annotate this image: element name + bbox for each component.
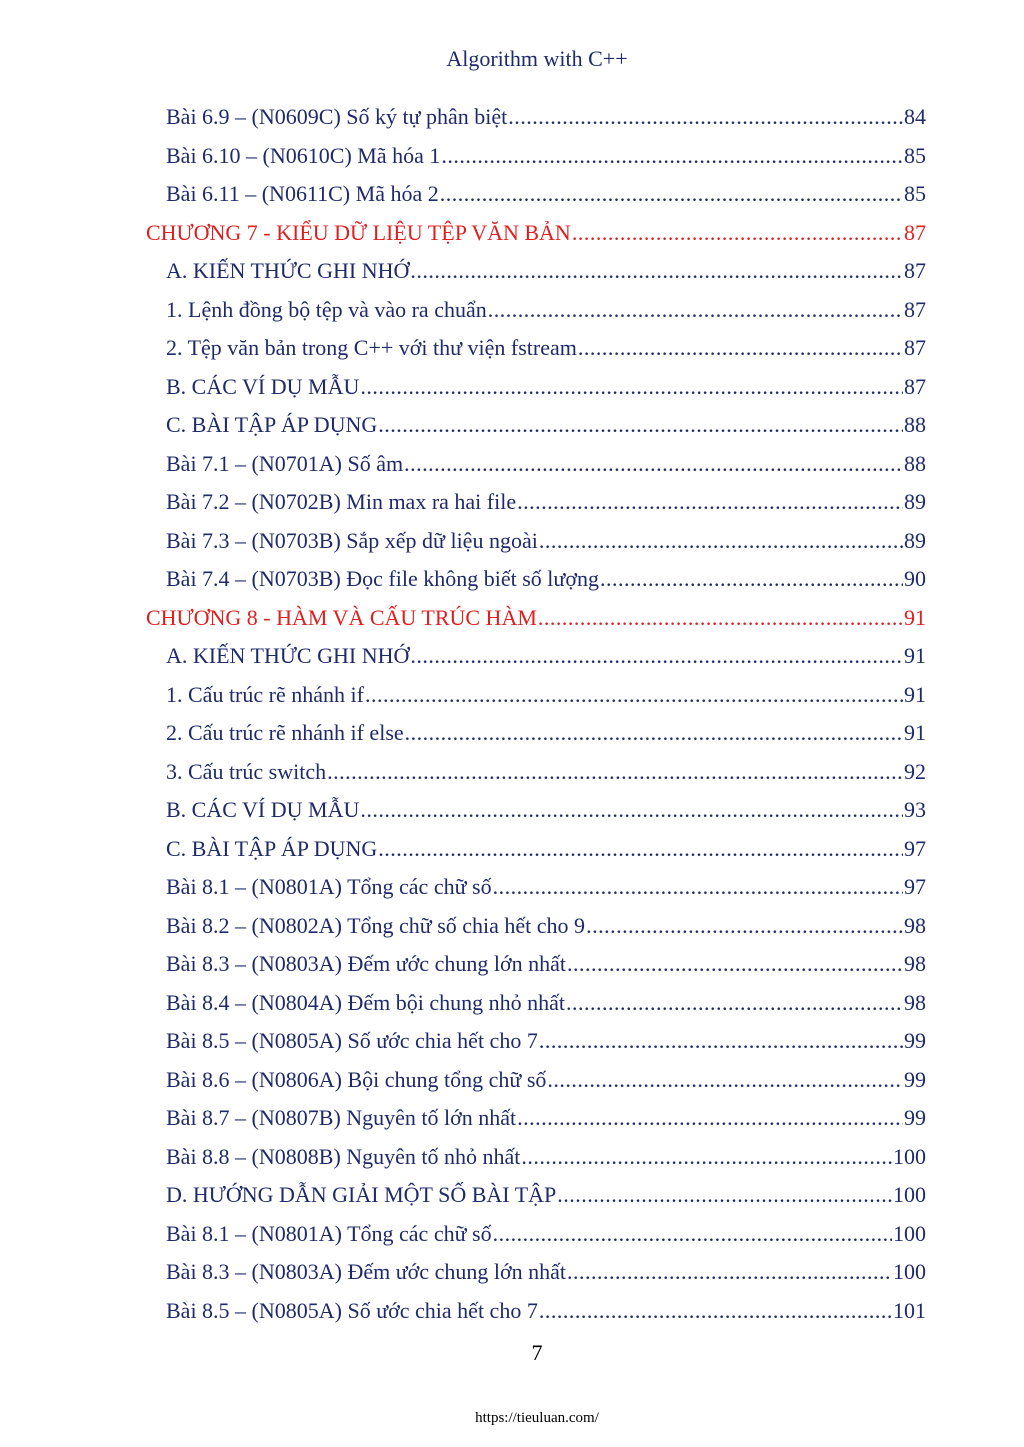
toc-dot-leader [410, 258, 903, 284]
toc-entry[interactable] [166, 901, 926, 939]
toc-entry-title: 2. Tệp văn bản trong C++ với thư viện fstream [166, 335, 577, 360]
toc-entry-title: Bài 8.1 – (N0801A) Tổng các chữ số [166, 1220, 492, 1246]
toc-entry-page: 99 [904, 1028, 926, 1053]
toc-dot-leader [360, 374, 903, 400]
toc-dot-leader [539, 528, 903, 554]
toc-entry-page: 100 [893, 1143, 926, 1169]
toc-dot-leader [517, 1105, 903, 1131]
toc-entry-title: Bài 7.3 – (N0703B) Sắp xếp dữ liệu ngoài [166, 527, 538, 553]
toc-entry-title: Bài 8.3 – (N0803A) Đếm ước chung lớn nhất [166, 1259, 566, 1284]
toc-entry[interactable] [166, 747, 926, 785]
toc-entry-page: 97 [904, 835, 926, 861]
toc-dot-leader [539, 1028, 903, 1054]
toc-entry-page: 90 [904, 566, 926, 591]
toc-dot-leader [539, 1298, 892, 1324]
toc-entry-title: Bài 8.4 – (N0804A) Đếm bội chung nhỏ nhất [166, 989, 565, 1015]
toc-entry[interactable] [166, 323, 926, 361]
toc-entry-page: 91 [904, 604, 926, 630]
toc-entry[interactable] [166, 169, 926, 207]
running-header: Algorithm with C++ [446, 46, 628, 71]
toc-entry-title: Bài 6.9 – (N0609C) Số ký tự phân biệt [166, 104, 508, 129]
toc-entry-title: CHƯƠNG 8 - HÀM VÀ CẤU TRÚC HÀM [146, 604, 537, 630]
toc-entry-page: 89 [904, 489, 926, 514]
toc-entry[interactable] [166, 439, 926, 477]
toc-dot-leader [360, 797, 903, 823]
toc-entry[interactable] [166, 978, 926, 1016]
toc-dot-leader [557, 1182, 892, 1208]
toc-entry-page: 101 [893, 1297, 926, 1323]
toc-entry[interactable] [166, 1132, 926, 1170]
toc-dot-leader [410, 643, 903, 669]
toc-dot-leader [327, 759, 903, 785]
toc-entry[interactable] [166, 1055, 926, 1093]
toc-entry-title: Bài 8.7 – (N0807B) Nguyên tố lớn nhất [166, 1105, 517, 1130]
toc-entry[interactable] [166, 1286, 926, 1324]
toc-entry[interactable] [166, 131, 926, 169]
toc-entry-title: Bài 7.1 – (N0701A) Số âm [166, 450, 404, 476]
toc-entry-page: 84 [904, 104, 926, 129]
footer-url[interactable]: https://tieuluan.com/ [475, 1410, 599, 1426]
toc-entry-title: Bài 6.10 – (N0610C) Mã hóa 1 [166, 142, 441, 168]
toc-entry[interactable] [166, 824, 926, 862]
toc-entry[interactable] [166, 92, 926, 130]
toc-entry[interactable] [166, 708, 926, 746]
toc-entry-title: CHƯƠNG 7 - KIỂU DỮ LIỆU TỆP VĂN BẢN [146, 219, 571, 245]
toc-dot-leader [404, 451, 903, 477]
toc-entry-page: 99 [904, 1066, 926, 1092]
toc-dot-leader [365, 682, 903, 708]
toc-entry[interactable] [166, 400, 926, 438]
toc-dot-leader [508, 104, 903, 130]
toc-dot-leader [567, 951, 903, 977]
toc-entry[interactable] [166, 785, 926, 823]
toc-entry[interactable] [166, 1093, 926, 1131]
toc-entry[interactable] [166, 939, 926, 977]
toc-dot-leader [578, 335, 903, 361]
toc-entry-title: Bài 7.2 – (N0702B) Min max ra hai file [166, 489, 517, 514]
toc-entry[interactable] [166, 1170, 926, 1208]
toc-entry-title: Bài 8.5 – (N0805A) Số ước chia hết cho 7 [166, 1028, 538, 1053]
toc-entry-page: 91 [904, 643, 926, 668]
toc-entry-page: 92 [904, 758, 926, 784]
toc-dot-leader [488, 297, 903, 323]
toc-dot-leader [538, 605, 903, 631]
toc-entry-page: 93 [904, 797, 926, 822]
toc-dot-leader [493, 1221, 892, 1247]
toc-entry-page: 100 [893, 1259, 926, 1284]
page-number: 7 [531, 1340, 543, 1365]
toc-entry-page: 98 [904, 989, 926, 1015]
toc-entry-page: 88 [904, 450, 926, 476]
toc-entry-page: 89 [904, 527, 926, 553]
toc-entry-page: 85 [904, 142, 926, 168]
toc-dot-leader [440, 181, 903, 207]
toc-dot-leader [441, 143, 903, 169]
toc-dot-leader [378, 412, 903, 438]
toc-entry-title: Bài 8.6 – (N0806A) Bội chung tổng chữ số [166, 1066, 547, 1092]
toc-entry-page: 99 [904, 1105, 926, 1130]
toc-entry-title: 1. Cấu trúc rẽ nhánh if [166, 681, 364, 707]
toc-entry-page: 88 [904, 412, 926, 437]
toc-dot-leader [378, 836, 903, 862]
toc-entry-title: A. KIẾN THỨC GHI NHỚ [166, 258, 410, 283]
toc-entry-title: B. CÁC VÍ DỤ MẪU [166, 373, 360, 399]
toc-entry-title: B. CÁC VÍ DỤ MẪU [166, 797, 360, 822]
toc-dot-leader [493, 874, 903, 900]
toc-entry-page: 98 [904, 951, 926, 976]
toc-dot-leader [521, 1144, 892, 1170]
toc-dot-leader [586, 913, 903, 939]
toc-entry[interactable] [166, 285, 926, 323]
toc-entry[interactable] [166, 670, 926, 708]
toc-entry-page: 91 [904, 681, 926, 707]
toc-entry-title: D. HƯỚNG DẪN GIẢI MỘT SỐ BÀI TẬP [166, 1182, 557, 1207]
toc-entry-title: Bài 8.5 – (N0805A) Số ước chia hết cho 7 [166, 1297, 538, 1323]
toc-entry-page: 97 [904, 874, 926, 899]
toc-entry-page: 100 [893, 1220, 926, 1246]
toc-entry-page: 91 [904, 720, 926, 745]
toc-entry-title: 2. Cấu trúc rẽ nhánh if else [166, 720, 404, 745]
toc-entry[interactable] [166, 1247, 926, 1285]
toc-entry-page: 98 [904, 912, 926, 938]
toc-dot-leader [566, 990, 903, 1016]
toc-entry-title: C. BÀI TẬP ÁP DỤNG [166, 835, 378, 861]
toc-entry[interactable] [166, 1209, 926, 1247]
toc-entry-page: 87 [904, 219, 926, 245]
toc-entry-page: 87 [904, 335, 926, 360]
toc-entry-page: 85 [904, 181, 926, 206]
toc-chapter-entry[interactable] [146, 208, 926, 246]
toc-entry-page: 87 [904, 296, 926, 322]
toc-dot-leader [547, 1067, 903, 1093]
toc-entry-title: 3. Cấu trúc switch [166, 758, 327, 784]
toc-entry[interactable] [166, 631, 926, 669]
toc-entry[interactable] [166, 1016, 926, 1054]
toc-entry-title: 1. Lệnh đồng bộ tệp và vào ra chuẩn [166, 296, 487, 322]
toc-entry[interactable] [166, 246, 926, 284]
toc-dot-leader [567, 1259, 892, 1285]
toc-entry[interactable] [166, 554, 926, 592]
toc-entry-title: C. BÀI TẬP ÁP DỤNG [166, 412, 378, 437]
toc-entry[interactable] [166, 477, 926, 515]
toc-entry-page: 87 [904, 373, 926, 399]
toc-entry-title: Bài 8.3 – (N0803A) Đếm ước chung lớn nhất [166, 951, 566, 976]
toc-entry[interactable] [166, 516, 926, 554]
toc-entry-title: Bài 6.11 – (N0611C) Mã hóa 2 [166, 181, 439, 206]
toc-dot-leader [572, 220, 903, 246]
toc-entry-page: 100 [893, 1182, 926, 1207]
toc-entry-title: Bài 8.8 – (N0808B) Nguyên tố nhỏ nhất [166, 1143, 521, 1169]
toc-entry-title: Bài 7.4 – (N0703B) Đọc file không biết số lượng [166, 566, 599, 591]
toc-entry-page: 87 [904, 258, 926, 283]
toc-entry-title: Bài 8.2 – (N0802A) Tổng chữ số chia hết cho 9 [166, 912, 586, 938]
toc-dot-leader [405, 720, 903, 746]
toc-dot-leader [600, 566, 903, 592]
toc-chapter-entry[interactable] [146, 593, 926, 631]
toc-entry-title: Bài 8.1 – (N0801A) Tổng các chữ số [166, 874, 492, 899]
toc-entry-title: A. KIẾN THỨC GHI NHỚ [166, 643, 410, 668]
toc-entry[interactable] [166, 362, 926, 400]
toc-dot-leader [517, 489, 903, 515]
toc-entry[interactable] [166, 862, 926, 900]
